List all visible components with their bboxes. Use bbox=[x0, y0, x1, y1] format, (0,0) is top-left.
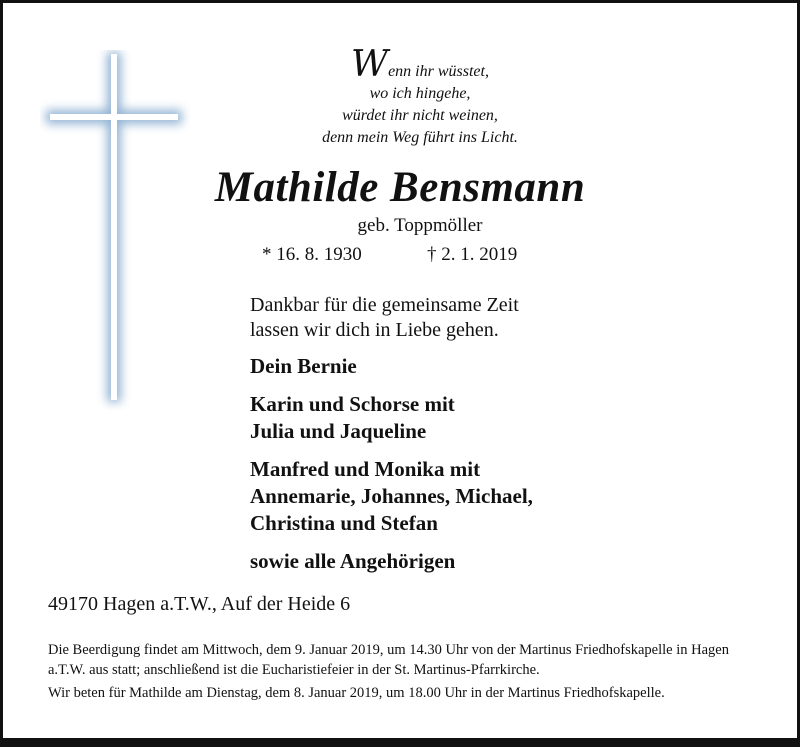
birth-date: * 16. 8. 1930 bbox=[262, 244, 362, 265]
mourner-group bbox=[250, 353, 533, 380]
mourner-line: Annemarie, Johannes, Michael, bbox=[250, 484, 533, 508]
funeral-info: Die Beerdigung findet am Mittwoch, dem 9. Januar 2019, um 14.30 Uhr von der Martinus Friedhofskapelle in Hagen a.T.W. aus statt; anschließend ist die Eucharistiefeier in der St. Martinus-Pfarrkirche. bbox=[48, 642, 729, 678]
mourner-group bbox=[250, 456, 533, 537]
poem-line-3: würdet ihr nicht weinen, bbox=[342, 107, 498, 124]
poem-line-2: wo ich hingehe, bbox=[369, 85, 471, 102]
mourner-line: Julia und Jaqueline bbox=[250, 419, 427, 443]
mourner-line: sowie alle Angehörigen bbox=[250, 549, 456, 573]
thanks-line: lassen wir dich in Liebe gehen. bbox=[250, 319, 499, 341]
deceased-name: Mathilde Bensmann bbox=[214, 164, 586, 211]
prayer-info: Wir beten für Mathilde am Dienstag, dem 8. Januar 2019, um 18.00 Uhr in der Martinus Friedhofskapelle. bbox=[48, 685, 665, 701]
poem-first-line: enn ihr wüsstet, bbox=[388, 63, 489, 80]
poem-line-4: denn mein Weg führt ins Licht. bbox=[322, 129, 518, 146]
poem bbox=[240, 44, 600, 149]
mourners-list bbox=[250, 353, 533, 586]
thanks-line: Dankbar für die gemeinsame Zeit bbox=[250, 294, 519, 316]
poem-drop-cap: W bbox=[351, 44, 389, 85]
mourner-line: Manfred und Monika mit bbox=[250, 457, 481, 481]
cross-icon bbox=[40, 50, 190, 410]
death-date: † 2. 1. 2019 bbox=[427, 244, 518, 265]
funeral-notice bbox=[48, 640, 768, 706]
poem-line-1 bbox=[240, 44, 600, 85]
mourner-line: Karin und Schorse mit bbox=[250, 392, 455, 416]
thanks-text bbox=[250, 293, 519, 343]
mourner-line: Dein Bernie bbox=[250, 354, 357, 378]
mourner-group bbox=[250, 548, 533, 575]
maiden-name: geb. Toppmöller bbox=[357, 215, 483, 236]
mourner-line: Christina und Stefan bbox=[250, 511, 438, 535]
mourner-group bbox=[250, 391, 533, 445]
address: 49170 Hagen a.T.W., Auf der Heide 6 bbox=[48, 593, 351, 615]
